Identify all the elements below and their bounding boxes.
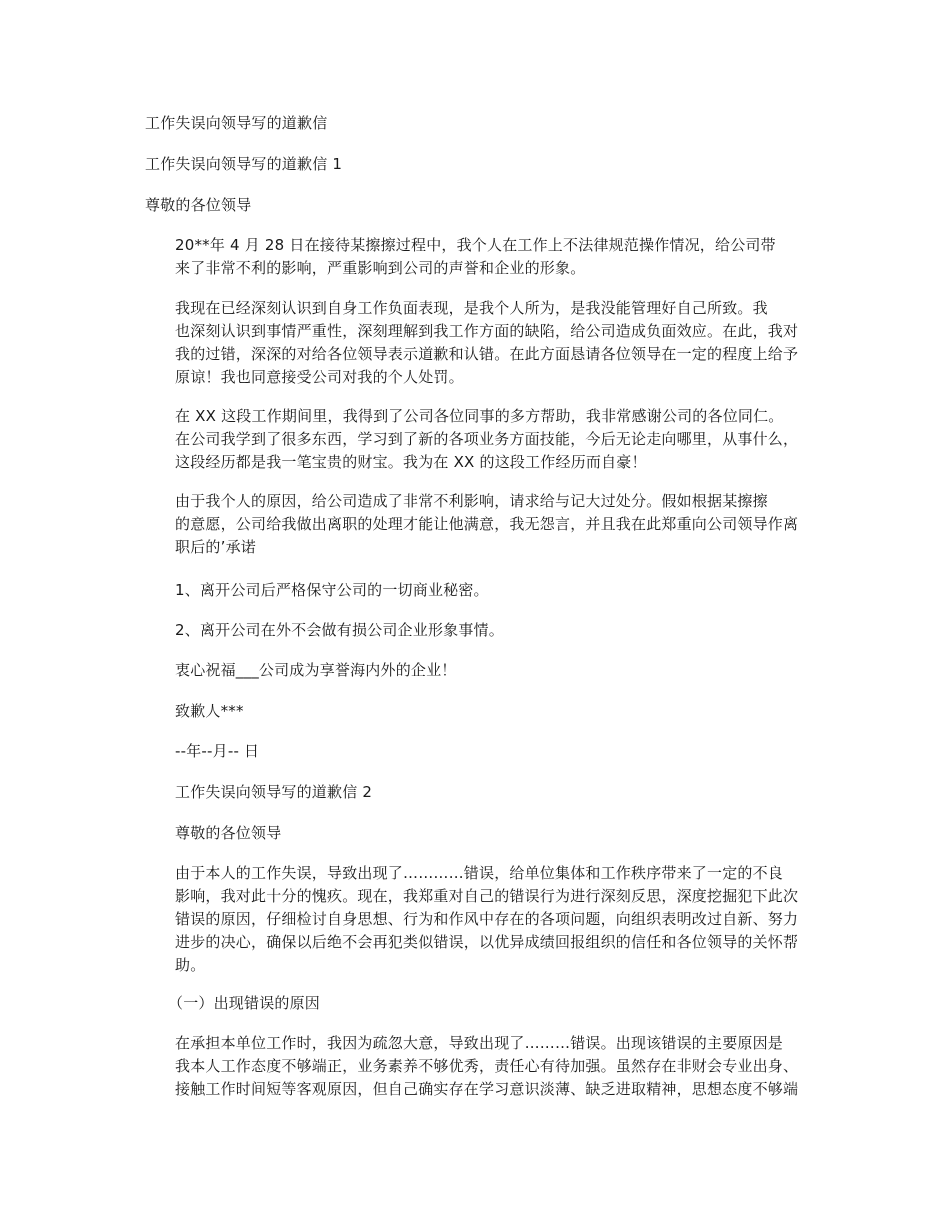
text-line: 20**年 4 月 28 日在接待某擦擦过程中，我个人在工作上不法律规范操作情况，给公司带 (175, 236, 776, 254)
text-line: 职后的’承诺 (175, 538, 256, 556)
letter1-paragraph-4 (145, 490, 810, 559)
text-line: 我本人工作态度不够端正，业务素养不够优秀，责任心有待加强。虽然存在非财会专业出身、 (175, 1057, 799, 1075)
letter1-paragraph-3 (145, 405, 810, 474)
letter2-paragraph-1 (145, 862, 810, 977)
commitment-item-1: 1、离开公司后严格保守公司的一切商业秘密。 (175, 581, 489, 599)
text-line: 在 XX 这段工作期间里，我得到了公司各位同事的多方帮助，我非常感谢公司的各位同仁。 (175, 407, 784, 425)
letter1-heading: 工作失误向领导写的道歉信 1 (145, 155, 343, 173)
text-line: 影响，我对此十分的愧疚。现在，我郑重对自己的错误行为进行深刻反思，深度挖掘犯下此次 (175, 887, 799, 905)
signature: 致歉人*** (175, 702, 244, 720)
letter2-heading: 工作失误向领导写的道歉信 2 (175, 783, 373, 801)
date-line: --年--月-- 日 (175, 742, 260, 760)
text-line: 的意愿，公司给我做出离职的处理才能让他满意，我无怨言，并且我在此郑重向公司领导作离 (175, 515, 799, 533)
text-line: 由于我个人的原因，给公司造成了非常不利影响，请求给与记大过处分。假如根据某擦擦 (175, 492, 768, 510)
text-line: 接触工作时间短等客观原因，但自己确实存在学习意识淡薄、缺乏进取精神，思想态度不够端 (175, 1080, 799, 1098)
section-heading-cause: （一）出现错误的原因 (168, 994, 321, 1012)
text-line: 助。 (175, 956, 206, 974)
text-line: 进步的决心，确保以后绝不会再犯类似错误，以优异成绩回报组织的信任和各位领导的关怀帮 (175, 933, 799, 951)
letter1-paragraph-2 (145, 297, 810, 389)
text-line: 在承担本单位工作时，我因为疏忽大意，导致出现了………错误。出现该错误的主要原因是 (175, 1034, 784, 1052)
closing-wish: 衷心祝福___公司成为享誉海内外的企业！ (175, 661, 457, 679)
text-line: 由于本人的工作失误，导致出现了…………错误，给单位集体和工作秩序带来了一定的不良 (175, 864, 784, 882)
letter2-paragraph-2 (145, 1032, 810, 1101)
text-line: 来了非常不利的影响，严重影响到公司的声誉和企业的形象。 (175, 259, 586, 277)
text-line: 我的过错，深深的对给各位领导表示道歉和认错。在此方面恳请各位领导在一定的程度上给予 (175, 345, 799, 363)
text-line: 我现在已经深刻认识到自身工作负面表现，是我个人所为，是我没能管理好自己所致。我 (175, 299, 768, 317)
text-line: 原谅！我也同意接受公司对我的个人处罚。 (175, 368, 464, 386)
text-line: 错误的原因，仔细检讨自身思想、行为和作风中存在的各项问题，向组织表明改过自新、努力 (175, 910, 799, 928)
text-line: 也深刻认识到事情严重性，深刻理解到我工作方面的缺陷，给公司造成负面效应。在此，我对 (175, 322, 799, 340)
commitment-item-2: 2、离开公司在外不会做有损公司企业形象事情。 (175, 621, 504, 639)
document-title: 工作失误向领导写的道歉信 (145, 114, 328, 132)
letter1-paragraph-1 (145, 234, 810, 280)
text-line: 这段经历都是我一笔宝贵的财宝。我为在 XX 的这段工作经历而自豪！ (175, 453, 647, 471)
letter2-salutation: 尊敬的各位领导 (175, 824, 282, 842)
letter1-salutation: 尊敬的各位领导 (145, 196, 252, 214)
text-line: 在公司我学到了很多东西，学习到了新的各项业务方面技能，今后无论走向哪里，从事什么， (175, 430, 799, 448)
